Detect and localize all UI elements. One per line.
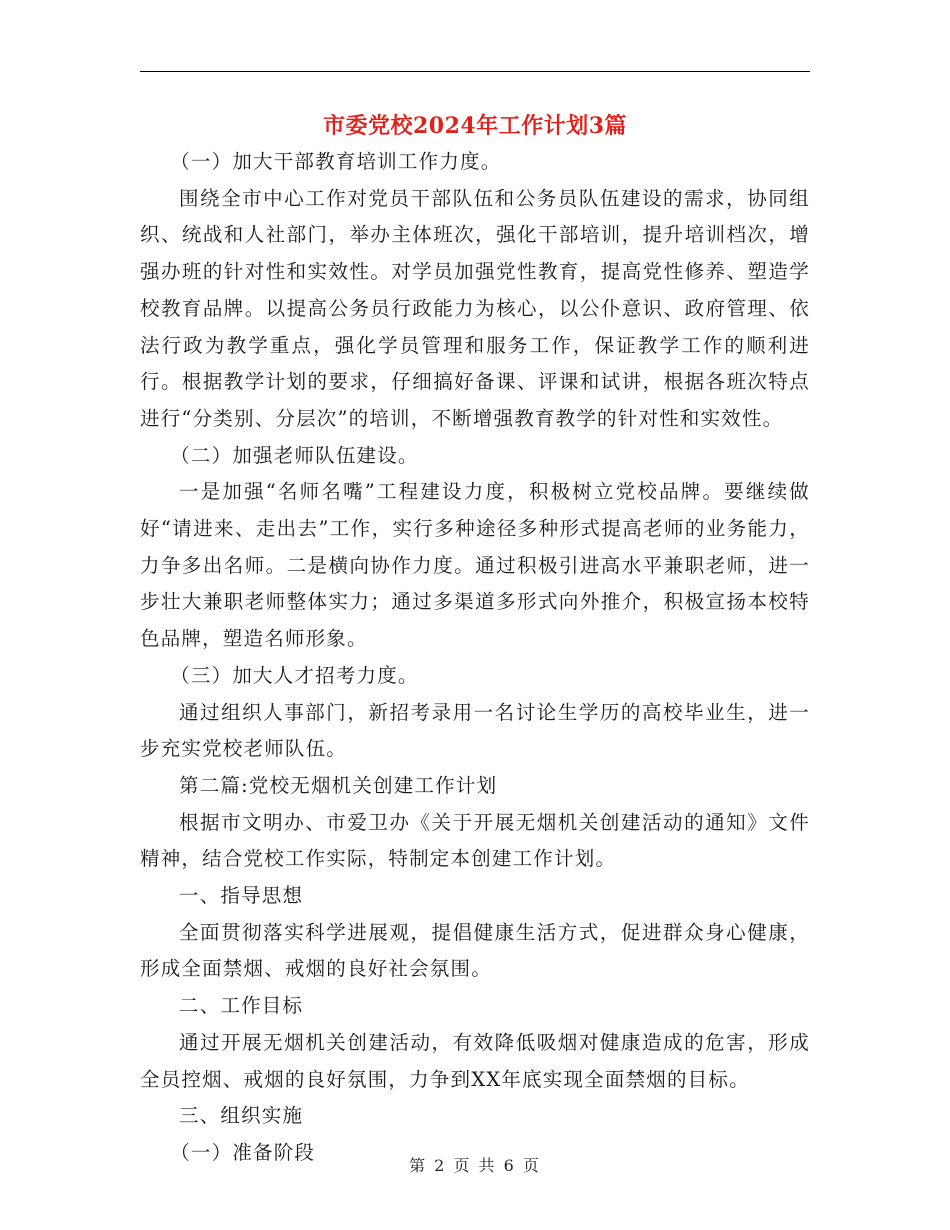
page-number: 第 2 页 共 6 页 [409,1156,541,1175]
paragraph-section-3-heading: （三）加大人才招考力度。 [170,663,419,687]
paragraph-part-2-title: 第二篇:党校无烟机关创建工作计划 [179,773,498,797]
paragraph-guiding-body: 全面贯彻落实科学进展观，提倡健康生活方式，促进群众身心健康，形成全面禁烟、戒烟的良好社会氛围。 [140,920,810,981]
document-body [140,144,810,1172]
paragraph-section-1-heading: （一）加大干部教育培训工作力度。 [170,150,502,173]
paragraph-goal-heading: 二、工作目标 [179,994,304,1018]
paragraph-section-2-heading: （二）加强老师队伍建设。 [170,443,419,467]
document-title: 市委党校2024年工作计划3篇 [322,113,628,139]
paragraph-section-2-body: 一是加强“名师名嘴”工程建设力度，积极树立党校品牌。要继续做好“请进来、走出去”工作，实行多种途径多种形式提高老师的业务能力，力争多出名师。二是横向协作力度。通过积极引进高水平兼职老师，进一步壮大兼职老师整体实力；通过多渠道多形式向外推介，积极宣扬本校特色品牌，塑造名师形象。 [140,480,810,651]
header-rule [140,71,810,72]
paragraph-section-3-body: 通过组织人事部门，新招考录用一名讨论生学历的高校毕业生，进一步充实党校老师队伍。 [140,700,810,761]
paragraph-goal-body: 通过开展无烟机关创建活动，有效降低吸烟对健康造成的危害，形成全员控烟、戒烟的良好氛围，力争到XX年底实现全面禁烟的目标。 [140,1030,810,1091]
paragraph-guiding-heading: 一、指导思想 [179,884,304,908]
paragraph-preparation-heading: （一）准备阶段 [170,1140,316,1164]
paragraph-implementation-heading: 三、组织实施 [179,1104,304,1128]
paragraph-section-1-body: 围绕全市中心工作对党员干部队伍和公务员队伍建设的需求，协同组织、统战和人社部门，举办主体班次，强化干部培训，提升培训档次，增强办班的针对性和实效性。对学员加强党性教育，提高党性修养、塑造学校教育品牌。以提高公务员行政能力为核心，以公仆意识、政府管理、依法行政为教学重点，强化学员管理和服务工作，保证教学工作的顺利进行。根据教学计划的要求，仔细搞好备课、评课和试讲，根据各班次特点进行“分类别、分层次”的培训，不断增强教育教学的针对性和实效性。 [140,186,810,430]
paragraph-part-2-intro: 根据市文明办、市爱卫办《关于开展无烟机关创建活动的通知》文件精神，结合党校工作实际，特制定本创建工作计划。 [140,810,810,871]
